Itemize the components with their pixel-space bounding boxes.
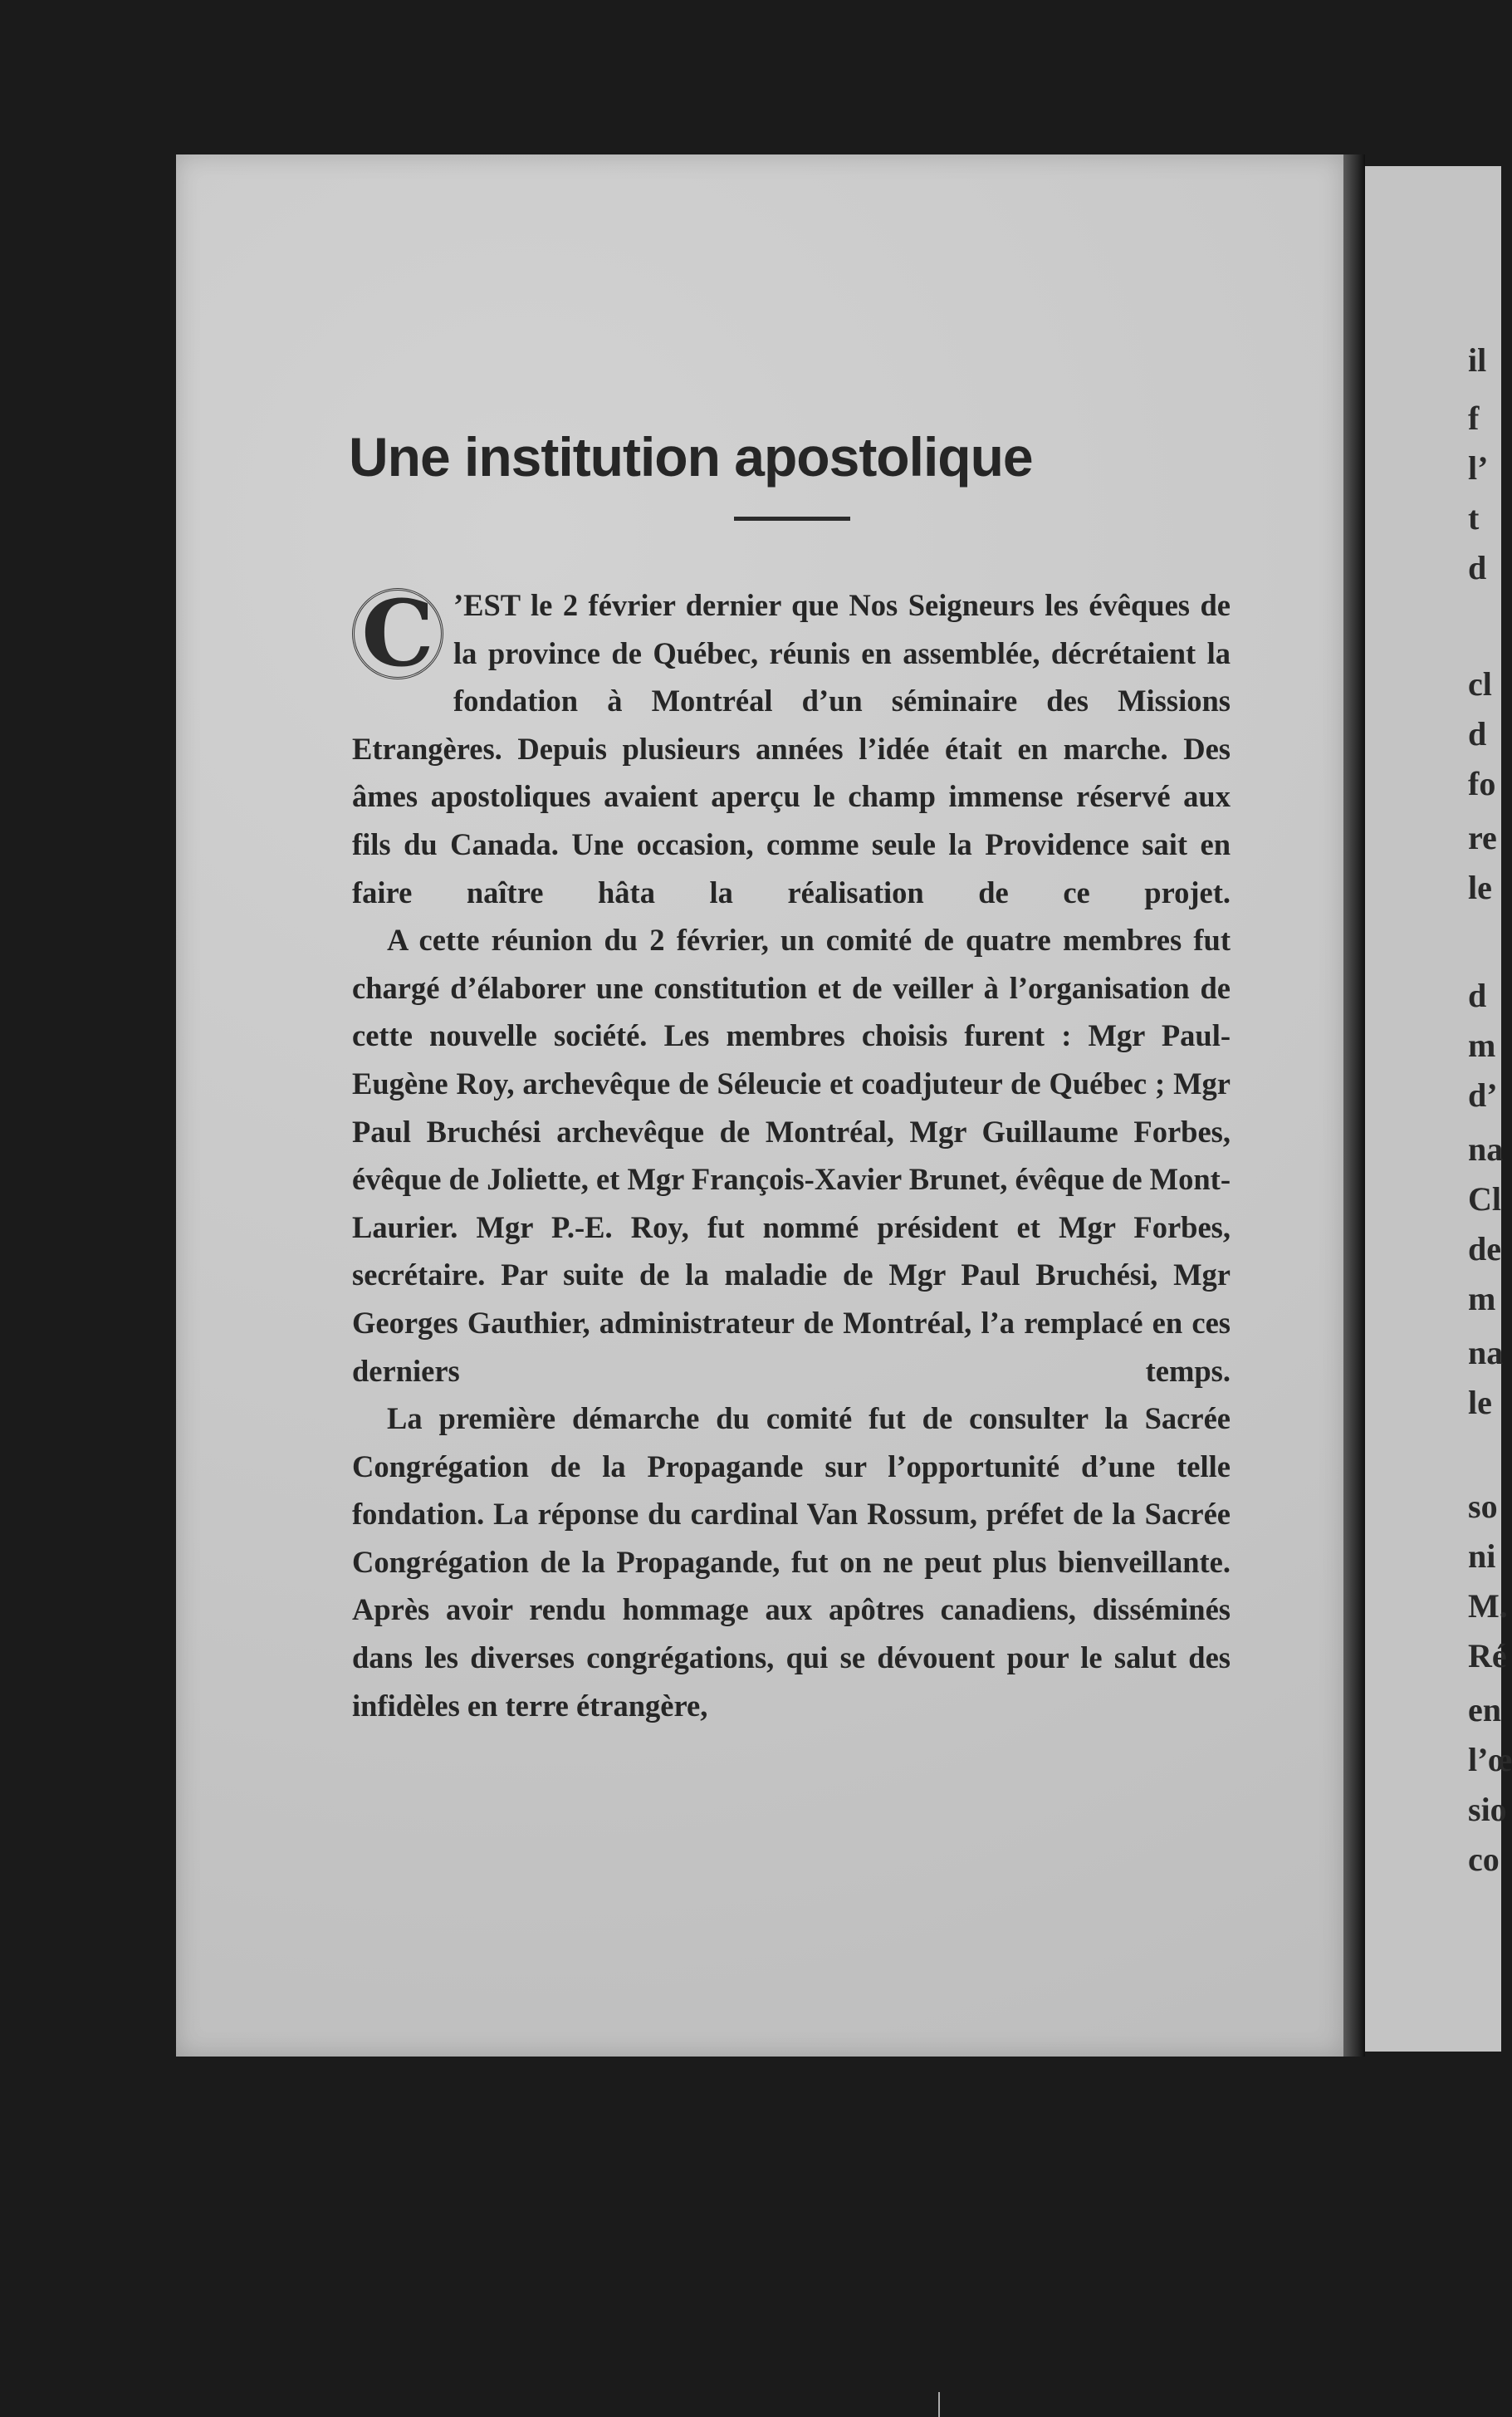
facing-page-line: en xyxy=(1468,1691,1501,1728)
facing-page-line: f xyxy=(1468,400,1480,437)
facing-page-line: d xyxy=(1468,715,1487,753)
facing-page-line: t xyxy=(1468,499,1480,537)
paragraph-1-text: ’EST le 2 février dernier que Nos Seigneurs les évêques de la province de Québec, réunis en assemblée, décrétaient la fondation à Montréal d’un séminaire des Missions Etrangères. Depuis plusieurs années l’idée était en marche. Des âmes apostoliques avaient aperçu le champ immense réservé aux fils du Canada. Une occasion, comme seule la Providence sait en faire naître hâta la réalisation de ce projet. xyxy=(352,588,1231,909)
facing-page-line: d’ xyxy=(1468,1076,1498,1114)
book-gutter xyxy=(1343,154,1365,2057)
facing-page-line: de xyxy=(1468,1230,1501,1267)
facing-page xyxy=(1365,166,1512,2052)
facing-page-line: d xyxy=(1468,549,1487,586)
facing-page-line: m xyxy=(1468,1027,1496,1064)
article-title: Une institution apostolique xyxy=(349,426,1033,488)
paragraph-2: A cette réunion du 2 février, un comité de quatre membres fut chargé d’élaborer une constitution et de veiller à l’organisation de cette nouvelle société. Les membres choisis furent : Mgr Paul-Eugène Roy, archevêque de Séleucie et coadjuteur de Québec ; Mgr Paul Bruchési archevêque de Montréal, Mgr Guillaume Forbes, évêque de Joliette, et Mgr François-Xavier Brunet, évêque de Mont-Laurier. Mgr P.-E. Roy, fut nommé président et Mgr Forbes, secrétaire. Par suite de la maladie de Mgr Paul Bruchési, Mgr Georges Gauthier, administrateur de Montréal, l’a remplacé en ces derniers temps. xyxy=(352,923,1231,1388)
facing-page-line: na xyxy=(1468,1334,1504,1371)
paragraph-1 xyxy=(352,581,1231,916)
dropcap-letter: C xyxy=(352,588,443,679)
facing-page-line: so xyxy=(1468,1488,1498,1525)
facing-page-line: fo xyxy=(1468,765,1496,802)
facing-page-line: Cl xyxy=(1468,1180,1501,1218)
facing-page-line: sio xyxy=(1468,1791,1507,1828)
facing-page-line: co xyxy=(1468,1841,1500,1878)
title-rule xyxy=(734,517,850,521)
scratch-mark xyxy=(938,2392,940,2417)
facing-page-line: il xyxy=(1468,341,1487,379)
facing-page-line: na xyxy=(1468,1130,1504,1168)
paragraph-3: La première démarche du comité fut de consulter la Sacrée Congrégation de la Propagande sur l’opportunité d’une telle fondation. La réponse du cardinal Van Rossum, préfet de la Sacrée Congrégation de la Propagande, fut on ne peut plus bienveillante. Après avoir rendu hommage aux apôtres canadiens, disséminés dans les diverses congrégations, qui se dévouent pour le salut des infidèles en terre étrangère, xyxy=(352,1401,1231,1723)
facing-page-line: l’ xyxy=(1468,449,1489,487)
facing-page-line: ni xyxy=(1468,1537,1496,1575)
facing-page-line: M. xyxy=(1468,1587,1508,1625)
article-body xyxy=(352,581,1231,1729)
facing-page-line: Ré xyxy=(1468,1637,1507,1674)
facing-page-line: l’œ xyxy=(1468,1741,1512,1778)
facing-page-line: m xyxy=(1468,1280,1496,1317)
facing-page-line: d xyxy=(1468,977,1487,1014)
facing-page-line: cl xyxy=(1468,665,1492,703)
facing-page-line: le xyxy=(1468,1384,1492,1421)
facing-page-line: le xyxy=(1468,869,1492,906)
facing-page-line: re xyxy=(1468,819,1497,856)
